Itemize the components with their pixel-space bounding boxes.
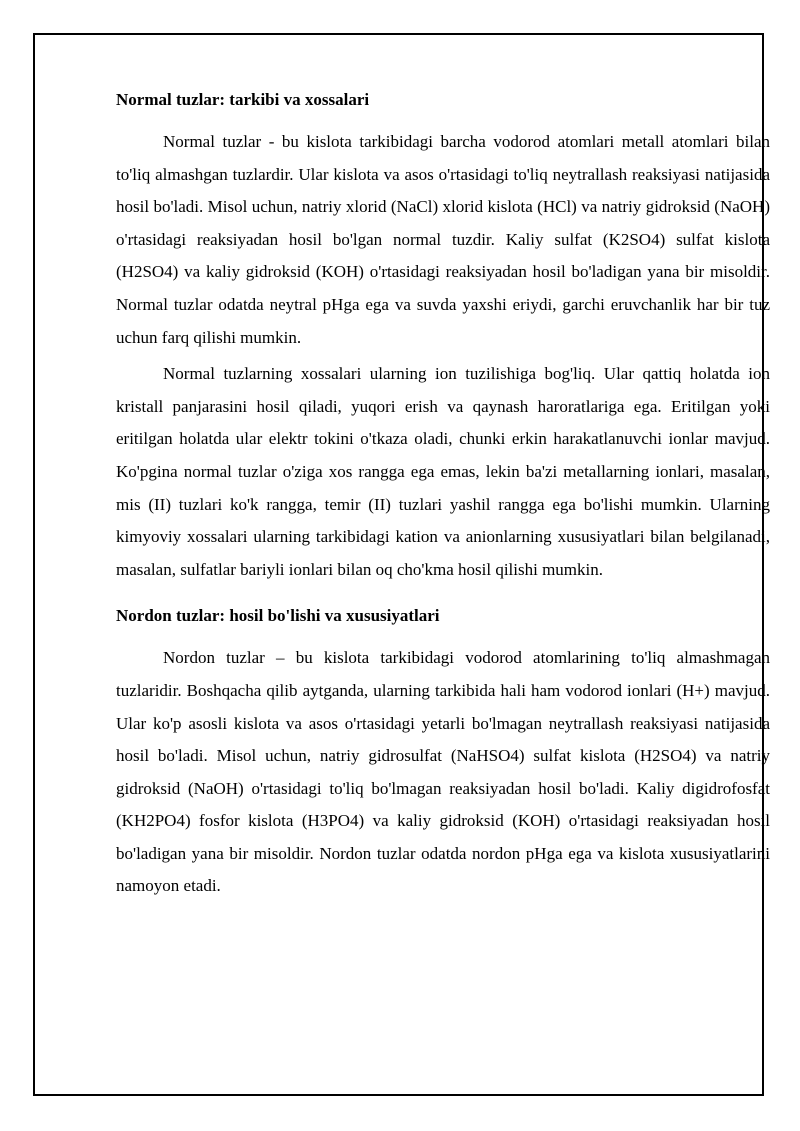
section-heading-acid-salts: Nordon tuzlar: hosil bo'lishi va xususiyatlari — [116, 606, 440, 626]
document-body — [116, 84, 770, 907]
paragraph-normal-salts-definition: Normal tuzlar - bu kislota tarkibidagi barcha vodorod atomlari metall atomlari bilan to'liq almashgan tuzlardir. Ular kislota va asos o'rtasidagi to'liq neytrallash reaksiyasi natijasida hosil bo'ladi. Misol uchun, natriy xlorid (NaCl) xlorid kislota (HCl) va natriy gidroksid (NaOH) o'rtasidagi reaksiyadan hosil bo'lgan normal tuzdir. Kaliy sulfat (K2SO4) sulfat kislota (H2SO4) va kaliy gidroksid (KOH) o'rtasidagi reaksiyadan hosil bo'ladigan yana bir misoldir. Normal tuzlar odatda neytral pHga ega va suvda yaxshi eriydi, garchi eruvchanlik har bir tuz uchun farq qilishi mumkin. — [116, 132, 770, 347]
section-heading-normal-salts: Normal tuzlar: tarkibi va xossalari — [116, 90, 370, 109]
paragraph-acid-salts-definition: Nordon tuzlar – bu kislota tarkibidagi vodorod atomlarining to'liq almashmagan tuzlaridir. Boshqacha qilib aytganda, ularning tarkibida hali ham vodorod ionlari (H+) mavjud. Ular ko'p asosli kislota va asos o'rtasidagi yetarli bo'lmagan neytrallash reaksiyasi natijasida hosil bo'ladi. Misol uchun, natriy gidrosulfat (NaHSO4) sulfat kislota (H2SO4) va natriy gidroksid (NaOH) o'rtasidagi to'liq bo'lmagan reaksiyadan hosil bo'ladi. Kaliy digidrofosfat (KH2PO4) fosfor kislota (H3PO4) va kaliy gidroksid (KOH) o'rtasidagi reaksiyadan hosil bo'ladigan yana bir misoldir. Nordon tuzlar odatda nordon pHga ega va kislota xususiyatlarini namoyon etadi. — [116, 648, 770, 896]
paragraph-normal-salts-properties: Normal tuzlarning xossalari ularning ion tuzilishiga bog'liq. Ular qattiq holatda ion kristall panjarasini hosil qiladi, yuqori erish va qaynash haroratlariga ega. Eritilgan yoki eritilgan holatda ular elektr tokini o'tkaza oladi, chunki erkin harakatlanuvchi ionlar mavjud. Ko'pgina normal tuzlar o'ziga xos rangga ega emas, lekin ba'zi metallarning ionlari, masalan, mis (II) tuzlari ko'k rangga, temir (II) tuzlari yashil rangga ega bo'lishi mumkin. Ularning kimyoviy xossalari ularning tarkibidagi kation va anionlarning xususiyatlari bilan belgilanadi, masalan, sulfatlar bariyli ionlari bilan oq cho'kma hosil qilishi mumkin. — [116, 364, 770, 579]
